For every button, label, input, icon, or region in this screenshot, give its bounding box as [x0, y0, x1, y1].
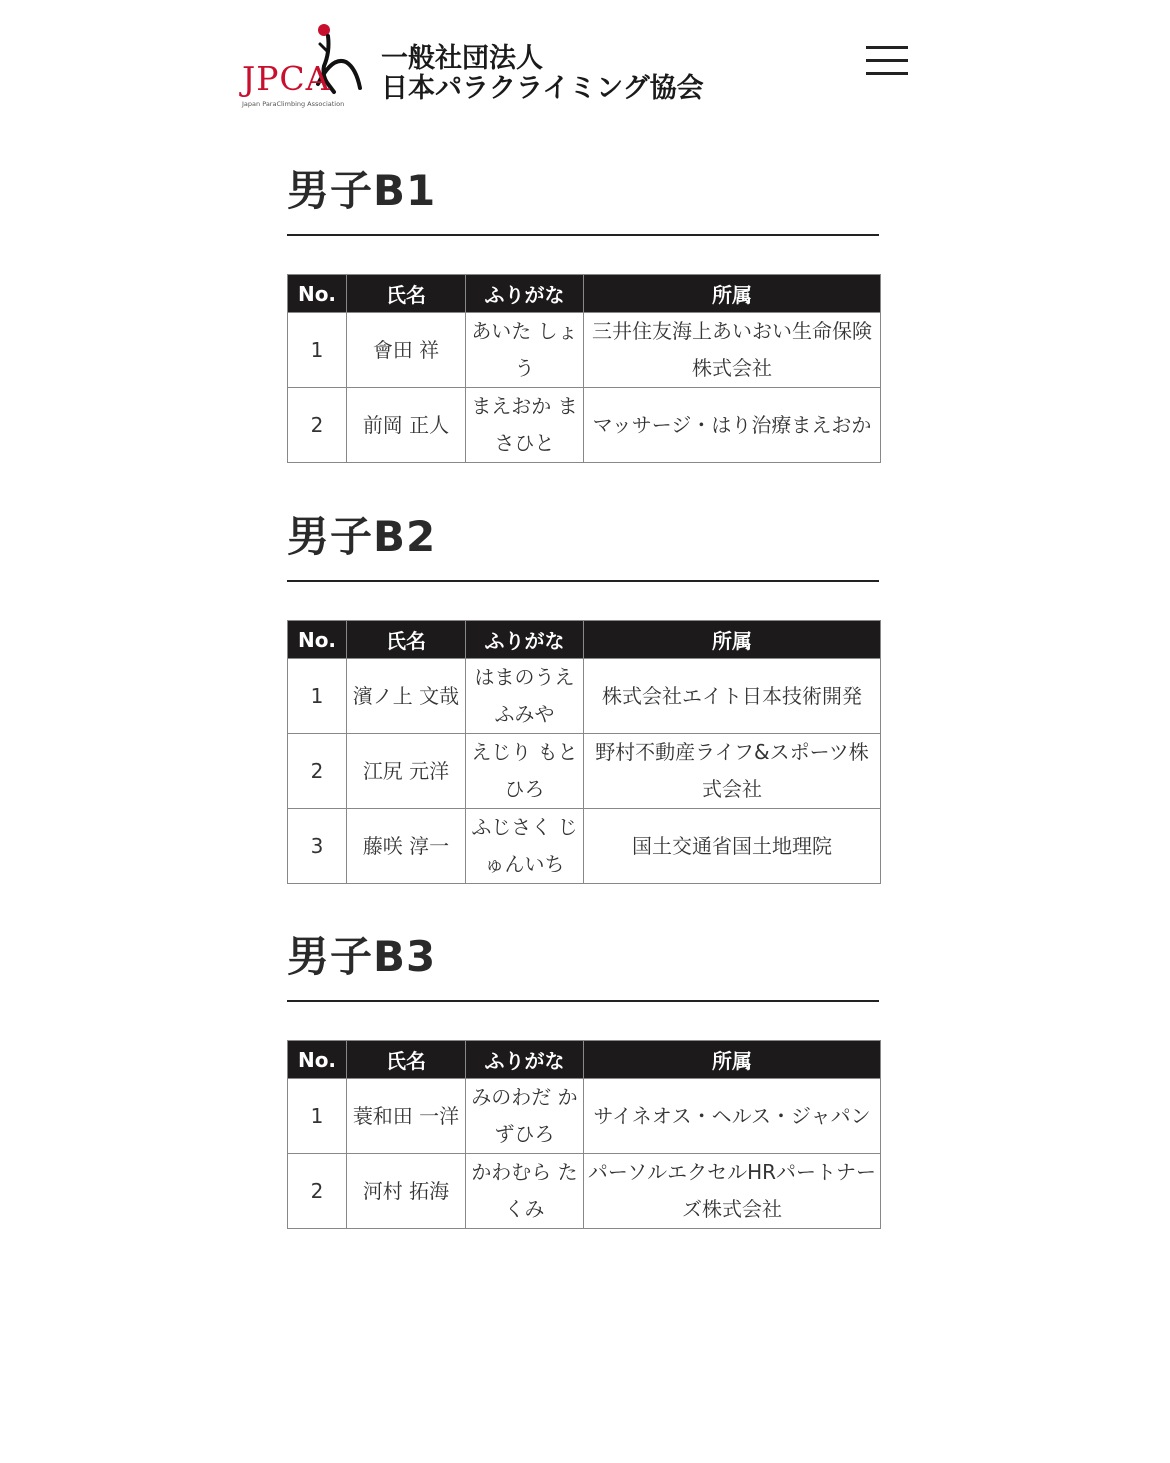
header-no: No.: [288, 1041, 347, 1079]
table-header-row: [288, 1041, 881, 1079]
roster-table-b2: [287, 620, 881, 884]
org-name-line2: 日本パラクライミング協会: [381, 73, 704, 104]
cell-affiliation: 野村不動産ライフ&スポーツ株式会社: [584, 734, 881, 809]
cell-kana: みのわだ かずひろ: [466, 1079, 584, 1154]
cell-kana: えじり もとひろ: [466, 734, 584, 809]
cell-name: 藤咲 淳一: [347, 809, 466, 884]
header-name: 氏名: [347, 275, 466, 313]
section-heading-b3: [287, 932, 879, 1002]
org-name-line1: 一般社団法人: [381, 43, 543, 74]
menu-bar: [866, 46, 908, 49]
cell-affiliation: マッサージ・はり治療まえおか: [584, 388, 881, 463]
cell-no: 2: [288, 388, 347, 463]
jpca-logo[interactable]: [240, 22, 370, 108]
cell-kana: かわむら たくみ: [466, 1154, 584, 1229]
table-row: [288, 1154, 881, 1229]
cell-kana: ふじさく じゅんいち: [466, 809, 584, 884]
header-no: No.: [288, 621, 347, 659]
cell-name: 濱ノ上 文哉: [347, 659, 466, 734]
cell-affiliation: サイネオス・ヘルス・ジャパン: [584, 1079, 881, 1154]
cell-kana: まえおか まさひと: [466, 388, 584, 463]
header-kana: ふりがな: [466, 1041, 584, 1079]
cell-name: 會田 祥: [347, 313, 466, 388]
header-name: 氏名: [347, 1041, 466, 1079]
cell-name: 江尻 元洋: [347, 734, 466, 809]
cell-affiliation: 三井住友海上あいおい生命保険株式会社: [584, 313, 881, 388]
cell-no: 1: [288, 313, 347, 388]
hamburger-menu-icon[interactable]: [866, 46, 908, 76]
cell-affiliation: 国土交通省国土地理院: [584, 809, 881, 884]
header-affiliation: 所属: [584, 1041, 881, 1079]
cell-name: 前岡 正人: [347, 388, 466, 463]
table-header-row: [288, 275, 881, 313]
logo-subtext: Japan ParaClimbing Association: [242, 100, 345, 108]
header-affiliation: 所属: [584, 275, 881, 313]
section-heading-b2: [287, 512, 879, 582]
roster-table-b3: [287, 1040, 881, 1229]
header-affiliation: 所属: [584, 621, 881, 659]
header-kana: ふりがな: [466, 275, 584, 313]
header-name: 氏名: [347, 621, 466, 659]
cell-affiliation: パーソルエクセルHRパートナーズ株式会社: [584, 1154, 881, 1229]
section-title: 男子B1: [287, 166, 437, 215]
table-row: [288, 388, 881, 463]
cell-no: 1: [288, 659, 347, 734]
table-row: [288, 313, 881, 388]
header-no: No.: [288, 275, 347, 313]
section-title: 男子B2: [287, 512, 437, 561]
cell-kana: はまのうえ ふみや: [466, 659, 584, 734]
section-heading-b1: [287, 166, 879, 236]
table-row: [288, 1079, 881, 1154]
menu-bar: [866, 59, 908, 62]
cell-affiliation: 株式会社エイト日本技術開発: [584, 659, 881, 734]
logo-text: JPCA: [242, 59, 331, 98]
roster-table-b1: [287, 274, 881, 463]
cell-no: 2: [288, 734, 347, 809]
header-kana: ふりがな: [466, 621, 584, 659]
table-header-row: [288, 621, 881, 659]
cell-name: 蓑和田 一洋: [347, 1079, 466, 1154]
table-row: [288, 809, 881, 884]
table-row: [288, 659, 881, 734]
cell-no: 1: [288, 1079, 347, 1154]
cell-kana: あいた しょう: [466, 313, 584, 388]
cell-no: 3: [288, 809, 347, 884]
table-row: [288, 734, 881, 809]
organization-name: [381, 44, 704, 104]
site-header: [0, 0, 1170, 120]
section-title: 男子B3: [287, 932, 437, 981]
cell-no: 2: [288, 1154, 347, 1229]
menu-bar: [866, 72, 908, 75]
cell-name: 河村 拓海: [347, 1154, 466, 1229]
